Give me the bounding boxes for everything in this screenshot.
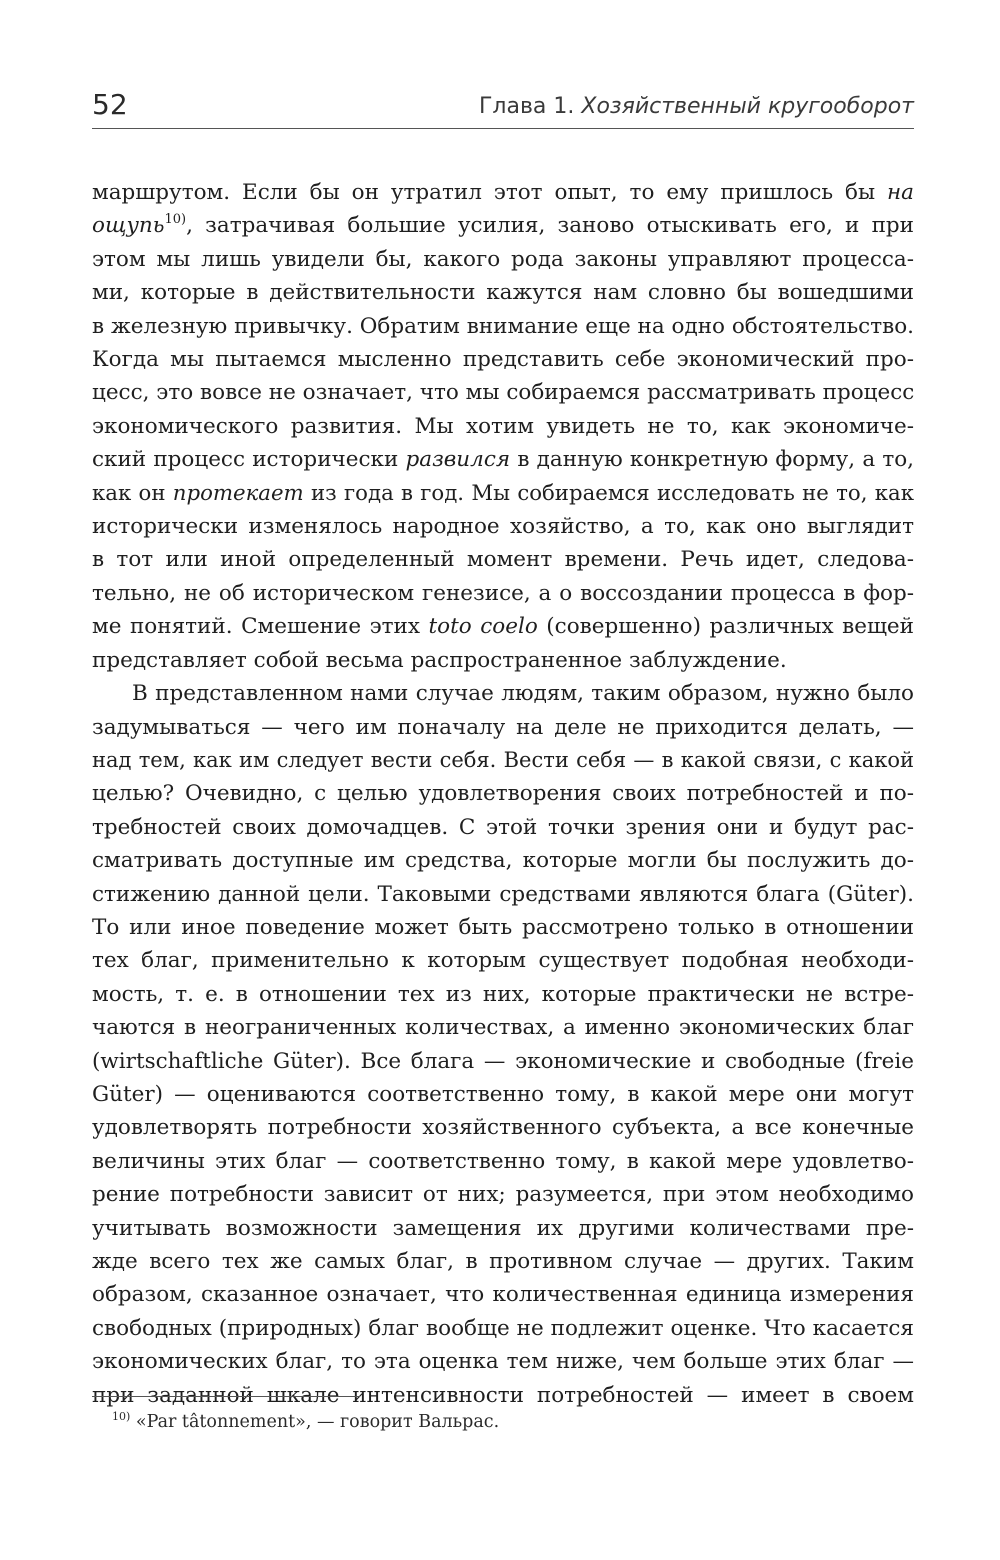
text-run: В представленном нами случае людям, таким образом, нужно было	[132, 681, 914, 707]
text-line	[92, 1111, 914, 1144]
text-run: учитывать возможности замещения их другими количествами пре-	[92, 1215, 914, 1241]
text-line	[92, 1212, 914, 1245]
footnote-rule	[92, 1396, 360, 1397]
text-line	[92, 811, 914, 844]
text-line	[92, 1278, 914, 1311]
text-line	[92, 343, 914, 376]
text-line	[92, 1178, 914, 1211]
text-line	[92, 1078, 914, 1111]
italic-text: ощупь	[92, 213, 165, 239]
text-line	[92, 443, 914, 476]
footnote-marker: 10)	[112, 1410, 131, 1423]
page-number: 52	[92, 88, 128, 121]
text-run: как он	[92, 480, 173, 506]
text-run: тех благ, применительно к которым существует подобная необходи-	[92, 948, 914, 974]
text-run: удовлетворять потребности хозяйственного субъекта, а все конечные	[92, 1115, 914, 1141]
footnote-ref: 10)	[164, 212, 187, 228]
text-line	[92, 610, 914, 643]
running-head	[479, 94, 914, 119]
text-run: жде всего тех же самых благ, в противном случае — других. Таким	[92, 1249, 914, 1274]
text-line	[92, 744, 914, 777]
text-run: маршрутом. Если бы он утратил этот опыт, то ему пришлось бы	[92, 180, 888, 205]
text-run: чаются в неограниченных количествах, а именно экономических благ	[92, 1015, 914, 1041]
text-run: из года в год. Мы собираемся исследовать не то, как	[303, 480, 915, 506]
text-run: в тот или иной определенный момент времени. Речь идет, следова-	[92, 547, 914, 573]
text-line	[92, 911, 914, 944]
text-run: над тем, как им следует вести себя. Вести себя — в какой связи, с какой	[92, 747, 914, 772]
text-run: цесс, это вовсе не означает, что мы собираемся рассматривать процесс	[92, 380, 915, 406]
text-run: при заданной шкале интенсивности потребностей — имеет в своем	[92, 1382, 914, 1408]
text-run: задумываться — чего им поначалу на деле не приходится делать, —	[92, 714, 914, 740]
text-run: ский процесс исторически	[92, 447, 406, 473]
text-run: (совершенно) различных вещей	[537, 614, 914, 640]
chapter-label: Глава 1.	[478, 94, 575, 119]
text-run: Güter) — оцениваются соответственно тому, в какой мере они могут	[92, 1081, 914, 1107]
text-run: требностей своих домочадцев. С этой точки зрения они и будут рас-	[92, 814, 914, 840]
text-line	[92, 1345, 914, 1378]
text-run: свободных (природных) благ вообще не подлежит оценке. Что касается	[92, 1315, 914, 1341]
text-line	[92, 276, 914, 309]
text-run: ми, которые в действительности кажутся нам словно бы вошедшими	[92, 280, 914, 306]
text-line	[92, 1045, 914, 1078]
chapter-title: Хозяйственный кругооборот	[581, 94, 914, 119]
text-run: исторически изменялось народное хозяйство, а то, как оно выглядит	[92, 514, 914, 540]
text-line	[92, 477, 914, 510]
text-run: в данную конкретную форму, а то,	[510, 447, 915, 473]
italic-text: протекает	[172, 480, 304, 506]
text-run: экономических благ, то эта оценка тем ниже, чем больше этих благ —	[92, 1349, 914, 1375]
text-run: представляет собой весьма распространенное заблуждение.	[92, 647, 787, 673]
text-run: стижению данной цели. Таковыми средствами являются блага (Güter).	[92, 881, 914, 907]
footnote	[112, 1410, 499, 1434]
text-run: целью? Очевидно, с целью удовлетворения своих потребностей и по-	[92, 781, 914, 807]
text-run: (wirtschaftliche Güter). Все блага — экономические и свободные (freie	[92, 1048, 914, 1074]
text-run: Когда мы пытаемся мысленно представить себе экономический про-	[92, 347, 914, 373]
text-run: экономического развития. Мы хотим увидеть не то, как экономиче-	[92, 413, 914, 439]
text-run: в железную привычку. Обратим внимание еще на одно обстоятельство.	[92, 313, 914, 339]
text-line	[92, 510, 914, 543]
text-run: образом, сказанное означает, что количественная единица измерения	[92, 1282, 914, 1308]
text-line	[92, 1145, 914, 1178]
text-line	[92, 1011, 914, 1044]
text-run: тельно, не об историческом генезисе, а о воссоздании процесса в фор-	[92, 580, 914, 606]
text-line	[92, 1245, 914, 1278]
text-line	[92, 543, 914, 576]
text-run: То или иное поведение может быть рассмотрено только в отношении	[92, 914, 914, 940]
text-line	[92, 711, 914, 744]
text-line	[92, 577, 914, 610]
text-line	[92, 978, 914, 1011]
text-line	[92, 310, 914, 343]
text-line	[92, 944, 914, 977]
text-line	[92, 209, 914, 242]
text-line	[92, 644, 914, 677]
text-line	[92, 777, 914, 810]
text-run: рение потребности зависит от них; разумеется, при этом необходимо	[92, 1182, 914, 1208]
text-line	[92, 844, 914, 877]
text-line	[92, 878, 914, 911]
text-line	[92, 410, 914, 443]
page-header	[92, 86, 914, 130]
text-line	[92, 677, 914, 710]
header-rule	[92, 128, 914, 129]
text-line	[92, 1312, 914, 1345]
text-line	[92, 243, 914, 276]
text-line	[92, 176, 914, 209]
text-line	[92, 376, 914, 409]
text-run: , затрачивая большие усилия, заново отыскивать его, и при	[186, 213, 914, 239]
footnote-text: «Par tâtonnement», — говорит Вальрас.	[135, 1412, 500, 1432]
text-run: мость, т. е. в отношении тех из них, которые практически не встре-	[92, 981, 914, 1007]
text-run: ме понятий. Смешение этих	[92, 614, 429, 640]
text-run: сматривать доступные им средства, которые могли бы послужить до-	[92, 848, 914, 874]
italic-text: развился	[405, 447, 511, 473]
text-run: величины этих благ — соответственно тому, в какой мере удовлетво-	[92, 1148, 914, 1174]
italic-text: на	[887, 180, 914, 205]
body-text	[92, 176, 914, 1412]
italic-text: toto coelo	[428, 614, 538, 640]
text-run: этом мы лишь увидели бы, какого рода законы управляют процесса-	[92, 246, 914, 272]
